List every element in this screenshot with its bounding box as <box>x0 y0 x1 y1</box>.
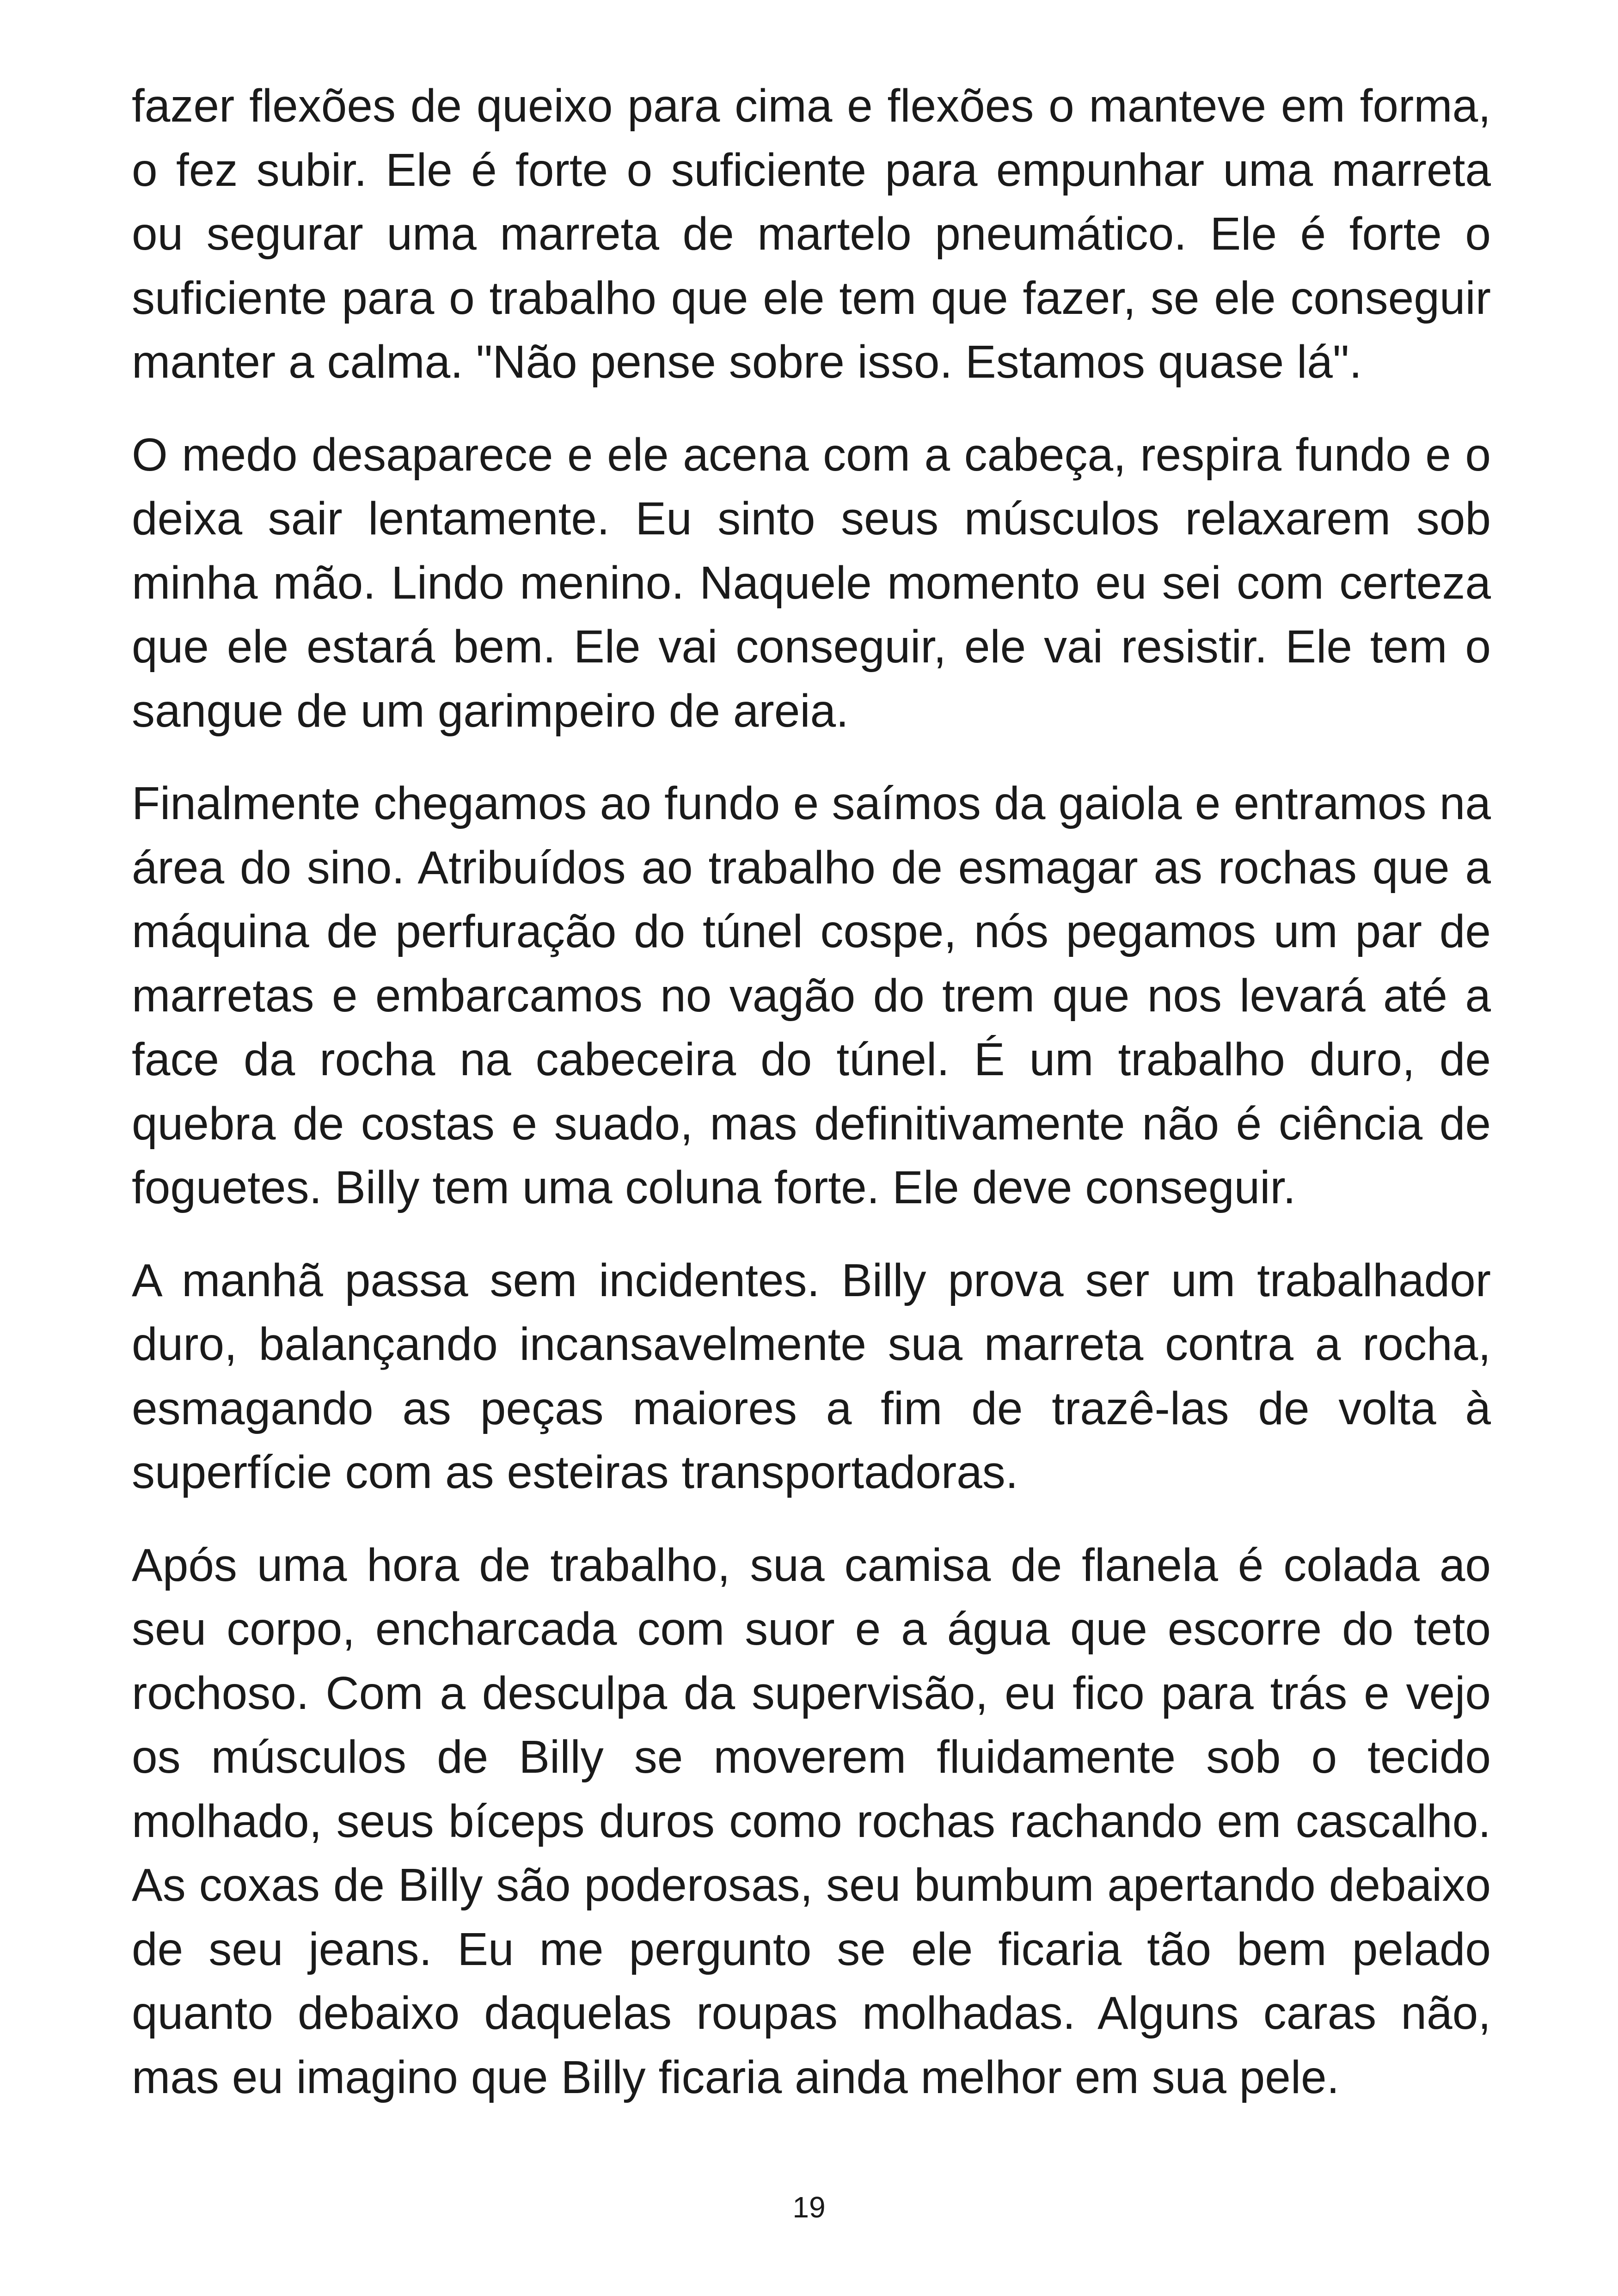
paragraph-5: Após uma hora de trabalho, sua camisa de flanela é colada ao seu corpo, encharcada com suor e a água que escorre do teto rochoso. Com a desculpa da supervisão, eu fico para trás e vejo os músculos de Billy se moverem fluidamente sob o tecido molhado, seus bíceps duros como rochas rachando em cascalho. As coxas de Billy são poderosas, seu bumbum apertando debaixo de seu jeans. Eu me pergunto se ele ficaria tão bem pelado quanto debaixo daquelas roupas molhadas. Alguns caras não, mas eu imagino que Billy ficaria ainda melhor em sua pele. <box>132 1539 1491 2103</box>
paragraph-4: A manhã passa sem incidentes. Billy prova ser um trabalhador duro, balançando incansavelmente sua marreta contra a rocha, esmagando as peças maiores a fim de trazê-las de volta à superfície com as esteiras transportadoras. <box>132 1254 1491 1498</box>
page-number: 19 <box>792 2191 826 2224</box>
body-text <box>132 74 1491 2138</box>
paragraph-3: Finalmente chegamos ao fundo e saímos da gaiola e entramos na área do sino. Atribuídos ao trabalho de esmagar as rochas que a máquina de perfuração do túnel cospe, nós pegamos um par de marretas e embarcamos no vagão do trem que nos levará até a face da rocha na cabeceira do túnel. É um trabalho duro, de quebra de costas e suado, mas definitivamente não é ciência de foguetes. Billy tem uma coluna forte. Ele deve conseguir. <box>132 778 1491 1213</box>
paragraph-2: O medo desaparece e ele acena com a cabeça, respira fundo e o deixa sair lentamente. Eu sinto seus músculos relaxarem sob minha mão. Lindo menino. Naquele momento eu sei com certeza que ele estará bem. Ele vai conseguir, ele vai resistir. Ele tem o sangue de um garimpeiro de areia. <box>132 429 1491 737</box>
paragraph-1: fazer flexões de queixo para cima e flexões o manteve em forma, o fez subir. Ele é forte o suficiente para empunhar uma marreta ou segurar uma marreta de martelo pneumático. Ele é forte o suficiente para o trabalho que ele tem que fazer, se ele conseguir manter a calma. "Não pense sobre isso. Estamos quase lá". <box>132 80 1491 388</box>
